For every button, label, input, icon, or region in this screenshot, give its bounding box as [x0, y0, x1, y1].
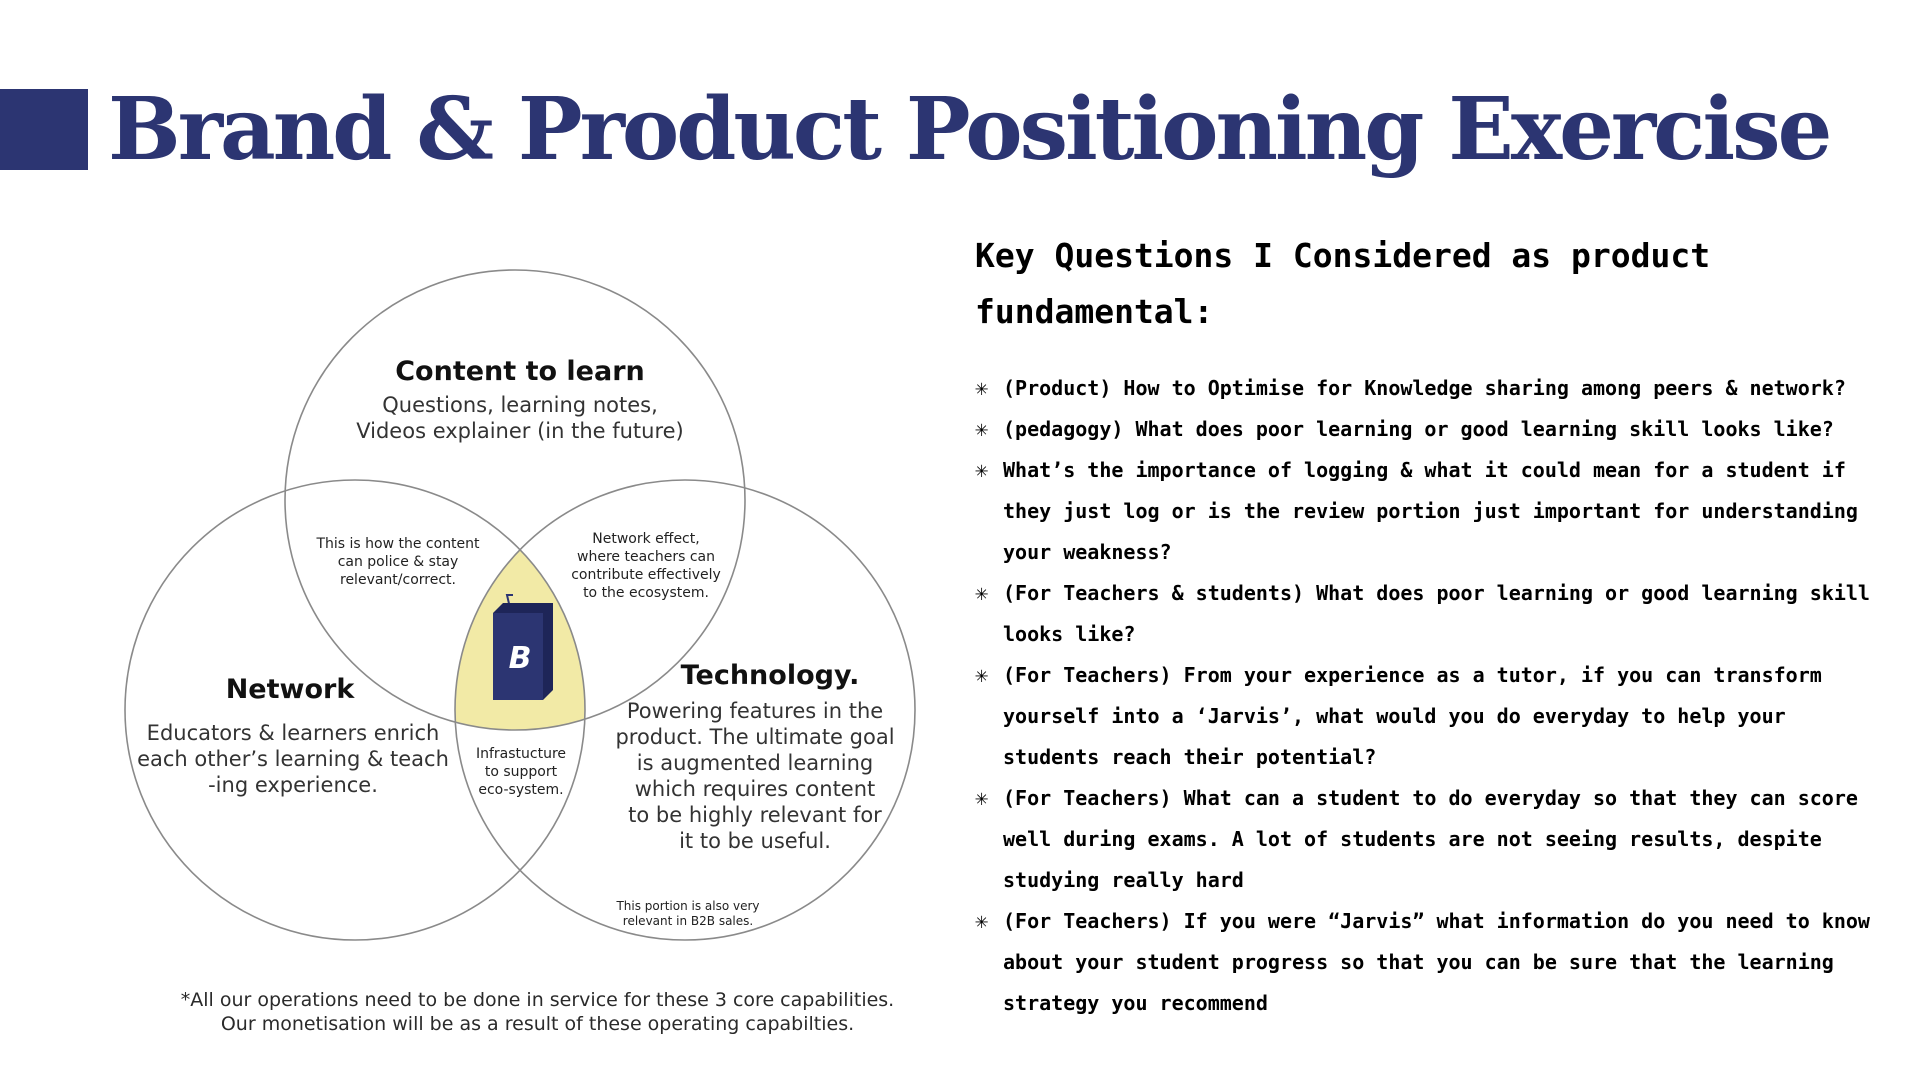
network-title: Network: [225, 674, 355, 705]
question-text: (For Teachers) What can a student to do everyday so that they can score well during exams. A lot of students are not seeing results, despite studying really hard: [1003, 786, 1858, 892]
question-item: [975, 901, 1875, 1024]
technology-desc-line-2: product. The ultimate goal: [615, 725, 895, 749]
question-text: (Product) How to Optimise for Knowledge sharing among peers & network?: [1003, 376, 1846, 400]
overlap-content-technology-line-1: Network effect,: [592, 531, 700, 547]
questions-list: [975, 368, 1875, 1024]
content-desc-line-2: Videos explainer (in the future): [356, 419, 684, 443]
technology-desc-line-6: it to be useful.: [679, 829, 831, 853]
overlap-content-network-line-1: This is how the content: [316, 536, 480, 552]
page-title: Brand & Product Positioning Exercise: [108, 79, 1830, 180]
question-text: (For Teachers & students) What does poor learning or good learning skill looks like?: [1003, 581, 1870, 646]
question-text: (pedagogy) What does poor learning or good learning skill looks like?: [1003, 417, 1834, 441]
overlap-content-technology-line-4: to the ecosystem.: [583, 585, 709, 601]
overlap-content-network-line-2: can police & stay: [337, 554, 459, 570]
question-item: [975, 409, 1875, 450]
overlap-network-technology-line-3: eco-system.: [478, 782, 564, 798]
asterisk-bullet-icon: ✳: [975, 909, 989, 934]
asterisk-bullet-icon: ✳: [975, 417, 989, 442]
question-item: [975, 450, 1875, 573]
questions-heading: Key Questions I Considered as product fundamental:: [975, 236, 1711, 331]
question-item: [975, 573, 1875, 655]
footnote-line-1: *All our operations need to be done in service for these 3 core capabilities.: [180, 989, 895, 1011]
footnote: [130, 988, 945, 1036]
content-desc-line-1: Questions, learning notes,: [382, 393, 658, 417]
overlap-content-technology-line-3: contribute effectively: [571, 567, 721, 583]
network-desc-line-2: each other’s learning & teach: [137, 747, 449, 771]
logo-letter: B: [508, 641, 532, 676]
technology-note-line-1: This portion is also very: [616, 899, 760, 913]
asterisk-bullet-icon: ✳: [975, 376, 989, 401]
overlap-network-technology-line-2: to support: [484, 764, 558, 780]
asterisk-bullet-icon: ✳: [975, 458, 989, 483]
question-text: What’s the importance of logging & what it could mean for a student if they just log or is the review portion just important for understanding your weakness?: [1003, 458, 1858, 564]
footnote-line-2: Our monetisation will be as a result of these operating capabilties.: [220, 1013, 855, 1035]
content-title: Content to learn: [395, 356, 645, 387]
technology-desc-line-3: is augmented learning: [636, 751, 874, 775]
technology-note-line-2: relevant in B2B sales.: [622, 914, 754, 928]
overlap-content-network-line-3: relevant/correct.: [340, 572, 456, 588]
technology-desc-line-4: which requires content: [634, 777, 876, 801]
network-desc-line-3: -ing experience.: [208, 773, 378, 797]
technology-title: Technology.: [680, 660, 860, 691]
asterisk-bullet-icon: ✳: [975, 663, 989, 688]
overlap-network-technology-line-1: Infrastucture: [475, 746, 567, 762]
question-item: [975, 778, 1875, 901]
question-text: (For Teachers) If you were “Jarvis” what information do you need to know about your student progress so that you can be sure that the learning strategy you recommend: [1003, 909, 1870, 1015]
key-questions-panel: [975, 228, 1875, 1024]
technology-desc-line-1: Powering features in the: [626, 699, 884, 723]
question-item: [975, 655, 1875, 778]
technology-desc-line-5: to be highly relevant for: [628, 803, 882, 827]
overlap-content-technology-line-2: where teachers can: [577, 549, 715, 565]
book-logo-icon: [493, 595, 553, 700]
asterisk-bullet-icon: ✳: [975, 581, 989, 606]
question-text: (For Teachers) From your experience as a tutor, if you can transform yourself into a ‘Jarvis’, what would you do everyday to help your students reach their potential?: [1003, 663, 1822, 769]
network-desc-line-1: Educators & learners enrich: [146, 721, 440, 745]
asterisk-bullet-icon: ✳: [975, 786, 989, 811]
question-item: [975, 368, 1875, 409]
